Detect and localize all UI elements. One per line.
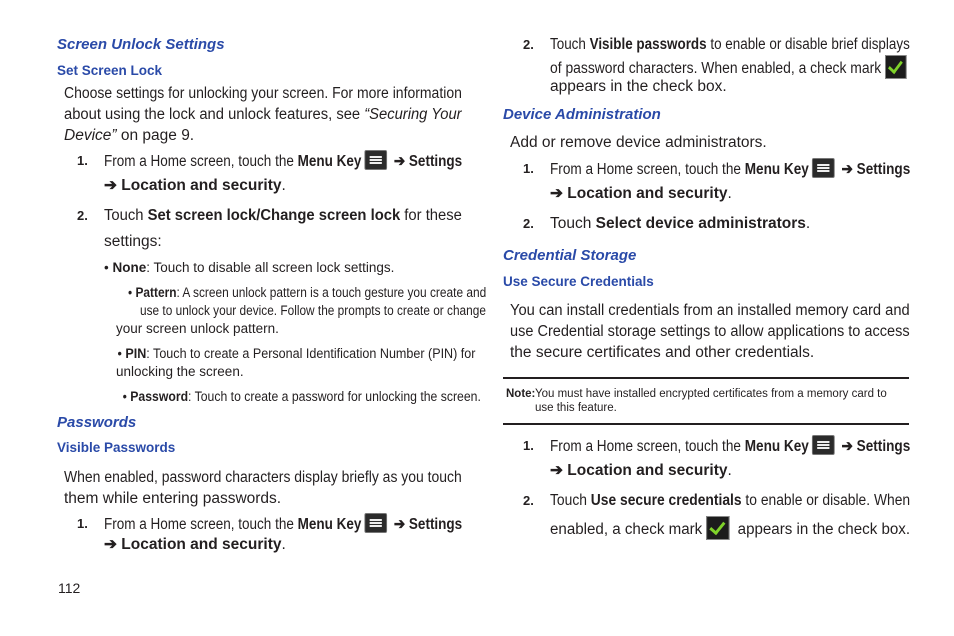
step-number: 2. (523, 37, 534, 52)
heading-passwords: Passwords (57, 414, 137, 431)
visible-passwords-line-2: them while entering passwords. (64, 490, 282, 507)
bullet-pin: • PIN: Touch to create a Personal Identification Number (PIN) for (117, 346, 476, 361)
visible-step-2-line-2: of password characters. When enabled, a check mark (550, 55, 910, 79)
step-number: 2. (523, 493, 534, 508)
menu-key-icon (812, 435, 835, 455)
step-number: 1. (77, 516, 88, 531)
note-top-rule (503, 377, 909, 379)
cred-step-2-line-1: Touch Use secure credentials to enable or disable. When (550, 492, 911, 509)
intro-line-3: Device” on page 9. (64, 127, 195, 144)
check-mark-icon (885, 55, 907, 79)
bullet-pattern-line-2: use to unlock your device. Follow the prompts to create or change (140, 303, 486, 318)
visible-step-1-line-2: ➔ Location and security. (104, 536, 286, 553)
step-1-line-2: ➔ Location and security. (104, 177, 286, 194)
heading-device-administration: Device Administration (503, 106, 661, 123)
intro-line-1: Choose settings for unlocking your screen. For more information (64, 85, 462, 102)
device-admin-text: Add or remove device administrators. (510, 134, 767, 151)
heading-visible-passwords: Visible Passwords (57, 440, 176, 455)
note-bottom-rule (503, 423, 909, 425)
heading-credential-storage: Credential Storage (503, 247, 637, 264)
menu-key-icon (365, 513, 388, 533)
page-number: 112 (58, 580, 81, 596)
cred-step-2-line-2: enabled, a check mark appears in the check box. (550, 516, 910, 540)
intro-line-2: about using the lock and unlock features, see “Securing Your (64, 106, 462, 123)
step-number: 2. (77, 208, 88, 223)
admin-step-2: Touch Select device administrators. (550, 215, 811, 232)
step-1-line-1: From a Home screen, touch the Menu Key ➔ Settings (104, 150, 462, 172)
credential-line-3: the secure certificates and other credentials. (510, 344, 815, 361)
step-number: 2. (523, 216, 534, 231)
visible-step-2-line-3: appears in the check box. (550, 78, 727, 95)
visible-step-2-line-1: Touch Visible passwords to enable or disable brief displays (550, 36, 910, 53)
heading-set-screen-lock: Set Screen Lock (57, 63, 163, 78)
step-2-line-2: settings: (104, 233, 162, 250)
check-mark-icon (706, 516, 729, 540)
visible-passwords-line-1: When enabled, password characters display briefly as you touch (64, 469, 462, 486)
credential-line-1: You can install credentials from an installed memory card and (510, 302, 910, 319)
note-line-2: use this feature. (535, 402, 617, 414)
cred-step-1-line-1: From a Home screen, touch the Menu Key ➔ Settings (550, 435, 910, 457)
bullet-pattern: • Pattern: A screen unlock pattern is a touch gesture you create and (127, 285, 487, 300)
heading-use-secure-credentials: Use Secure Credentials (503, 274, 654, 289)
admin-step-1-line-2: ➔ Location and security. (550, 185, 732, 202)
bullet-pin-line-2: unlocking the screen. (116, 364, 244, 379)
menu-key-icon (365, 150, 388, 170)
note-label: Note: (506, 388, 536, 400)
heading-screen-unlock-settings: Screen Unlock Settings (57, 36, 225, 53)
bullet-password: • Password: Touch to create a password for unlocking the screen. (122, 389, 481, 404)
step-number: 1. (523, 438, 534, 453)
step-number: 1. (77, 153, 88, 168)
step-number: 1. (523, 161, 534, 176)
bullet-pattern-line-3: your screen unlock pattern. (116, 321, 279, 336)
admin-step-1-line-1: From a Home screen, touch the Menu Key ➔ Settings (550, 158, 910, 180)
menu-key-icon (812, 158, 835, 178)
credential-line-2: use Credential storage settings to allow applications to access (510, 323, 910, 340)
cred-step-1-line-2: ➔ Location and security. (550, 462, 732, 479)
visible-step-1-line-1: From a Home screen, touch the Menu Key ➔ Settings (104, 513, 462, 535)
note-line-1: You must have installed encrypted certificates from a memory card to (535, 388, 887, 400)
bullet-none: • None: Touch to disable all screen lock settings. (104, 260, 395, 275)
step-2-line-1: Touch Set screen lock/Change screen lock for these (104, 207, 462, 224)
